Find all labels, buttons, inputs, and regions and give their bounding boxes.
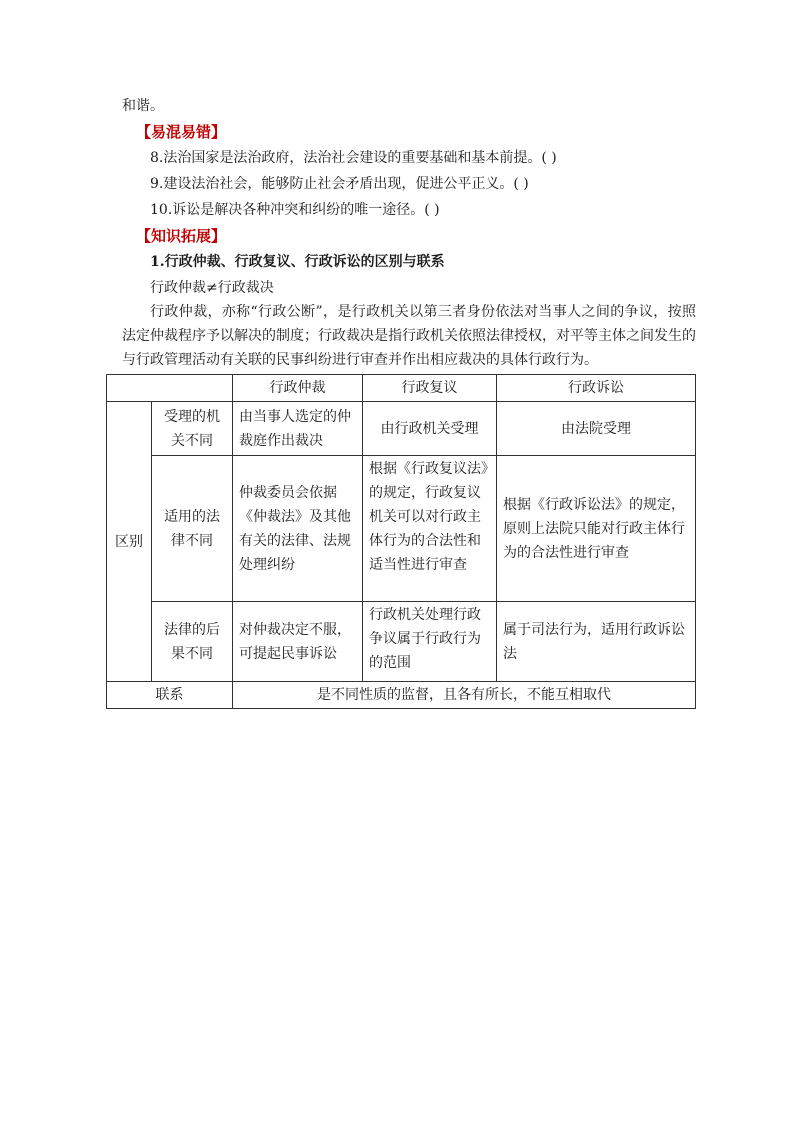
confusion-item-8: 8.法治国家是法治政府，法治社会建设的重要基础和基本前提。( ) — [150, 150, 557, 166]
table-header-row — [107, 375, 696, 402]
row-label-accepting-authority: 受理的机关不同 — [152, 402, 233, 456]
table-row — [107, 402, 696, 456]
cell-reconsideration-law: 根据《行政复议法》的规定，行政复议机关可以对行政主体行为的合法性和适当性进行审查 — [363, 456, 497, 602]
expansion-subheading: 1.行政仲裁、行政复议、行政诉讼的区别与联系 — [150, 254, 445, 270]
cell-litigation-consequence: 属于司法行为，适用行政诉讼法 — [497, 602, 696, 682]
table-header-arbitration: 行政仲裁 — [233, 375, 363, 402]
group-label-cell: 区别 — [107, 402, 152, 682]
confusion-heading: 【易混易错】 — [136, 123, 227, 141]
cell-reconsideration-consequence: 行政机关处理行政争议属于行政行为的范围 — [363, 602, 497, 682]
expansion-paragraph: 行政仲裁，亦称“行政公断”，是行政机关以第三者身份依法对当事人之间的争议，按照法定仲裁程序予以解决的制度；行政裁决是指行政机关依照法律授权，对平等主体之间发生的与行政管理活动有关联的民事纠纷进行审查并作出相应裁决的具体行政行为。 — [122, 304, 696, 368]
table-corner-cell — [107, 375, 233, 402]
link-label-cell: 联系 — [107, 682, 233, 709]
table-header-reconsideration: 行政复议 — [363, 375, 497, 402]
confusion-item-10: 10.诉讼是解决各种冲突和纠纷的唯一途径。( ) — [150, 202, 440, 218]
intro-tail-text: 和谐。 — [122, 98, 164, 114]
table-link-row — [107, 682, 696, 709]
row-label-legal-consequence: 法律的后果不同 — [152, 602, 233, 682]
cell-litigation-authority: 由法院受理 — [497, 402, 696, 456]
table-row — [107, 602, 696, 682]
cell-litigation-law: 根据《行政诉讼法》的规定，原则上法院只能对行政主体行为的合法性进行审查 — [497, 456, 696, 602]
row-label-applicable-law: 适用的法律不同 — [152, 456, 233, 602]
cell-reconsideration-authority: 由行政机关受理 — [363, 402, 497, 456]
cell-arbitration-law: 仲裁委员会依据《仲裁法》及其他有关的法律、法规处理纠纷 — [233, 456, 363, 602]
expansion-note: 行政仲裁≠行政裁决 — [150, 280, 274, 296]
table-header-litigation: 行政诉讼 — [497, 375, 696, 402]
table-row — [107, 456, 696, 602]
link-text-cell: 是不同性质的监督，且各有所长，不能互相取代 — [233, 682, 696, 709]
cell-arbitration-authority: 由当事人选定的仲裁庭作出裁决 — [233, 402, 363, 456]
cell-arbitration-consequence: 对仲裁决定不服，可提起民事诉讼 — [233, 602, 363, 682]
confusion-item-9: 9.建设法治社会，能够防止社会矛盾出现，促进公平正义。( ) — [150, 176, 529, 192]
comparison-table — [106, 374, 696, 709]
expansion-heading: 【知识拓展】 — [136, 227, 227, 245]
